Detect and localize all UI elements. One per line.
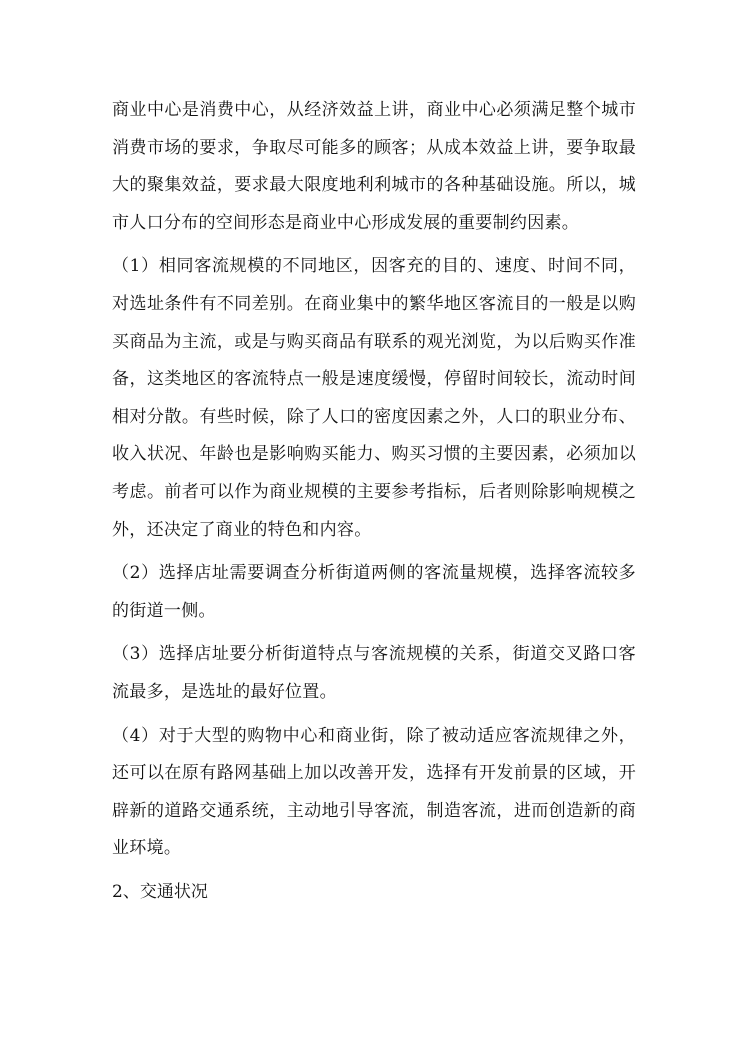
section-heading: 2、交通状况: [112, 881, 208, 902]
paragraph-item-1: （1）相同客流规模的不同地区，因客充的目的、速度、时间不同，对选址条件有不同差别。在商业集中的繁华地区客流目的一般是以购买商品为主流，或是与购买商品有联系的观光浏览，为以后购买作准备，这类地区的客流特点一般是速度缓慢，停留时间较长，流动时间相对分散。有些时候，除了人口的密度因素之外，人口的职业分布、收入状况、年龄也是影响购买能力、购买习惯的主要因素，必须加以考虑。前者可以作为商业规模的主要参考指标，后者则除影响规模之外，还决定了商业的特色和内容。: [112, 256, 636, 540]
paragraph-intro: 商业中心是消费中心，从经济效益上讲，商业中心必须满足整个城市消费市场的要求，争取尽可能多的顾客；从成本效益上讲，要争取最大的聚集效益，要求最大限度地利利城市的各种基础设施。所以，城市人口分布的空间形态是商业中心形成发展的重要制约因素。: [112, 100, 636, 233]
paragraph-item-3: （3）选择店址要分析街道特点与客流规模的关系，街道交叉路口客流最多，是选址的最好位置。: [112, 644, 636, 702]
paragraph-item-4: （4）对于大型的购物中心和商业街，除了被动适应客流规律之外，还可以在原有路网基础上加以改善开发，选择有开发前景的区域，开辟新的道路交通系统，主动地引导客流，制造客流，进而创造新的商业环境。: [112, 725, 636, 859]
document-page: [112, 92, 636, 911]
paragraph-item-2: （2）选择店址需要调查分析街道两侧的客流量规模，选择客流较多的街道一侧。: [112, 563, 636, 621]
